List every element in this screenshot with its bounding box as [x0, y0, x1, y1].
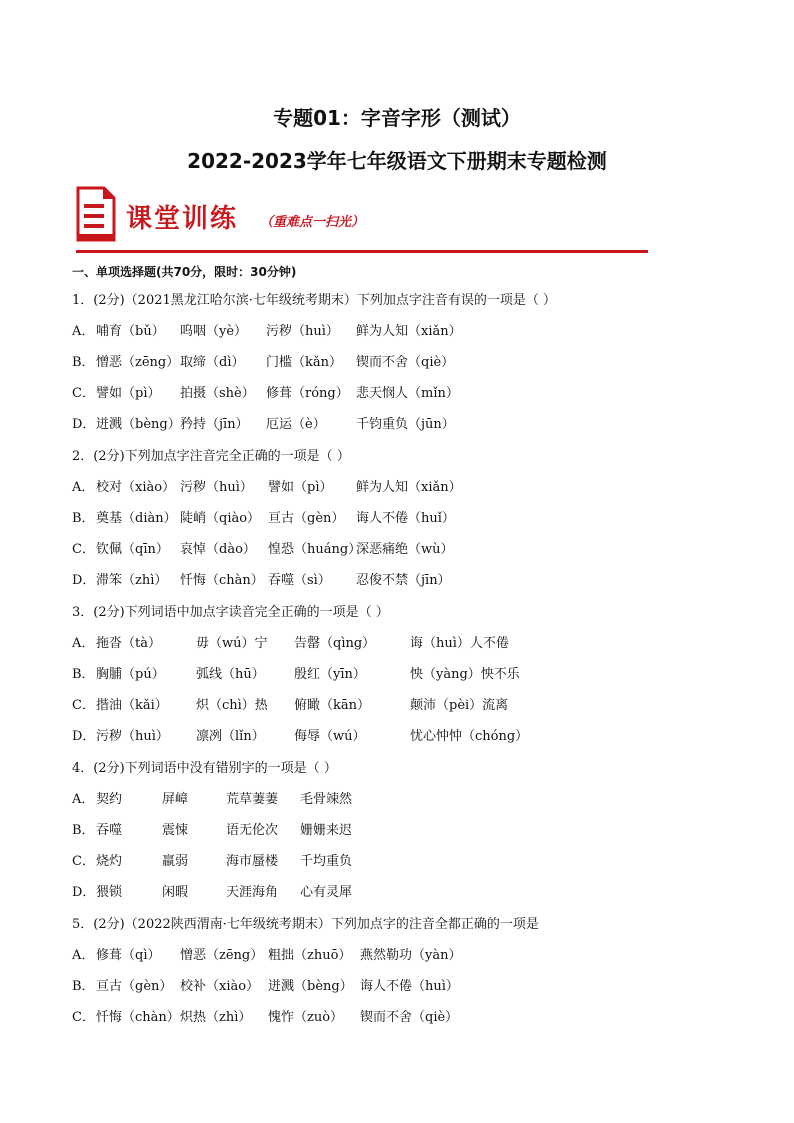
option-item: 愧怍（zuò）	[268, 1010, 344, 1025]
page-title: 专题01：字音字形（测试）	[273, 106, 521, 130]
section-banner	[76, 186, 656, 258]
option-item: 天涯海角	[226, 885, 279, 900]
option-item: 亘古（gèn）	[96, 979, 173, 994]
option-item: 俯瞰（kān）	[294, 698, 371, 713]
option-item: 污秽（huì）	[180, 480, 253, 495]
option-label: C．	[72, 1010, 95, 1025]
option-item: 拍摄（shè）	[180, 386, 255, 401]
option-item: 羸弱	[162, 854, 189, 869]
banner-divider	[76, 250, 648, 253]
option-label: D．	[72, 417, 96, 432]
option-item: 拖沓（tà）	[96, 636, 161, 651]
option-item: 揩油（kǎi）	[96, 698, 168, 713]
option-item: 厄运（è）	[266, 417, 326, 432]
option-label: A．	[72, 792, 95, 807]
option-item: 锲而不舍（qiè）	[360, 1010, 459, 1025]
option-label: B．	[72, 511, 95, 526]
option-item: 忏悔（chàn）	[180, 573, 264, 588]
option-item: 弧线（hū）	[196, 667, 265, 682]
question-stem: 4．(2分)下列词语中没有错别字的一项是（ ）	[72, 761, 337, 776]
option-item: 猥锁	[96, 885, 123, 900]
option-item: 契约	[96, 792, 123, 807]
option-label: D．	[72, 885, 96, 900]
option-item: 憎恶（zēng）	[180, 948, 264, 963]
option-item: 告罄（qìng）	[294, 636, 376, 651]
option-item: 鲜为人知（xiǎn）	[356, 324, 462, 339]
option-item: 忏悔（chàn）	[96, 1010, 180, 1025]
option-item: 深恶痛绝（wù）	[356, 542, 454, 557]
option-item: 忧心忡忡（chóng）	[410, 729, 529, 744]
option-item: 粗拙（zhuō）	[268, 948, 352, 963]
option-item: 燕然勒功（yàn）	[360, 948, 462, 963]
option-item: 门槛（kǎn）	[266, 355, 343, 370]
option-item: 迸溅（bèng）	[96, 417, 181, 432]
option-label: C．	[72, 854, 95, 869]
option-item: 怏（yàng）怏不乐	[410, 667, 520, 682]
option-item: 千均重负	[300, 854, 353, 869]
option-item: 譬如（pì）	[268, 480, 333, 495]
option-item: 荒草萋萋	[226, 792, 279, 807]
banner-title: 课堂训练	[126, 204, 239, 234]
option-item: 校对（xiào）	[96, 480, 176, 495]
option-label: B．	[72, 979, 95, 994]
option-label: A．	[72, 948, 95, 963]
option-item: 凛冽（lǐn）	[196, 729, 265, 744]
option-label: C．	[72, 542, 95, 557]
question-stem: 3．(2分)下列词语中加点字读音完全正确的一项是（ ）	[72, 605, 389, 620]
option-item: 震悚	[162, 823, 189, 838]
option-item: 屏嶂	[162, 792, 189, 807]
option-item: 钦佩（qīn）	[96, 542, 169, 557]
option-label: A．	[72, 636, 95, 651]
option-item: 吞噬（sì）	[268, 573, 331, 588]
option-label: B．	[72, 355, 95, 370]
option-item: 奠基（diàn）	[96, 511, 177, 526]
option-item: 取缔（dì）	[180, 355, 245, 370]
document-icon	[76, 186, 116, 242]
option-item: 吞噬	[96, 823, 123, 838]
option-item: 诲（huì）人不倦	[410, 636, 509, 651]
option-item: 闲暇	[162, 885, 189, 900]
option-label: D．	[72, 729, 96, 744]
option-item: 殷红（yīn）	[294, 667, 366, 682]
option-item: 惶恐（huáng）	[268, 542, 362, 557]
option-item: 锲而不舍（qiè）	[356, 355, 455, 370]
option-item: 譬如（pì）	[96, 386, 161, 401]
option-item: 陡峭（qiào）	[180, 511, 261, 526]
option-label: B．	[72, 667, 95, 682]
question-stem: 1．(2分)（2021黑龙江哈尔滨·七年级统考期末）下列加点字注音有误的一项是（ ）	[72, 293, 557, 308]
option-item: 诲人不倦（huì）	[360, 979, 459, 994]
option-item: 忍俊不禁（jīn）	[356, 573, 451, 588]
option-label: B．	[72, 823, 95, 838]
option-item: 污秽（huì）	[96, 729, 169, 744]
option-item: 炽热（zhì）	[180, 1010, 252, 1025]
option-item: 语无伦次	[226, 823, 279, 838]
banner-subtitle: （重难点一扫光）	[260, 215, 365, 230]
option-item: 炽（chì）热	[196, 698, 268, 713]
option-item: 诲人不倦（huǐ）	[356, 511, 455, 526]
option-label: A．	[72, 480, 95, 495]
option-item: 滞笨（zhì）	[96, 573, 168, 588]
option-item: 毛骨竦然	[300, 792, 353, 807]
option-item: 哺育（bǔ）	[96, 324, 165, 339]
option-item: 侮辱（wú）	[294, 729, 366, 744]
option-item: 污秽（huì）	[266, 324, 339, 339]
option-item: 呜咽（yè）	[180, 324, 248, 339]
option-item: 千钧重负（jūn）	[356, 417, 455, 432]
option-item: 毋（wú）宁	[196, 636, 268, 651]
option-item: 悲天悯人（mǐn）	[356, 386, 459, 401]
option-item: 修葺（róng）	[266, 386, 349, 401]
option-item: 校补（xiào）	[180, 979, 260, 994]
option-item: 鲜为人知（xiǎn）	[356, 480, 462, 495]
option-item: 海市蜃楼	[226, 854, 279, 869]
option-item: 哀悼（dào）	[180, 542, 256, 557]
option-item: 亘古（gèn）	[268, 511, 345, 526]
option-item: 憎恶（zēng）	[96, 355, 180, 370]
section-heading: 一、单项选择题(共70分，限时：30分钟)	[72, 265, 297, 279]
option-label: A．	[72, 324, 95, 339]
option-item: 矜持（jīn）	[180, 417, 249, 432]
option-item: 烧灼	[96, 854, 123, 869]
option-label: C．	[72, 386, 95, 401]
option-label: C．	[72, 698, 95, 713]
question-stem: 2．(2分)下列加点字注音完全正确的一项是（ ）	[72, 449, 350, 464]
page-subtitle: 2022-2023学年七年级语文下册期末专题检测	[187, 149, 607, 173]
option-item: 修葺（qì）	[96, 948, 161, 963]
option-item: 姗姗来迟	[300, 823, 353, 838]
option-item: 颠沛（pèi）流离	[410, 698, 509, 713]
option-label: D．	[72, 573, 96, 588]
option-item: 心有灵犀	[300, 885, 353, 900]
question-stem: 5．(2分)（2022陕西渭南·七年级统考期末）下列加点字的注音全都正确的一项是	[72, 917, 539, 932]
option-item: 迸溅（bèng）	[268, 979, 353, 994]
option-item: 胸脯（pú）	[96, 667, 165, 682]
